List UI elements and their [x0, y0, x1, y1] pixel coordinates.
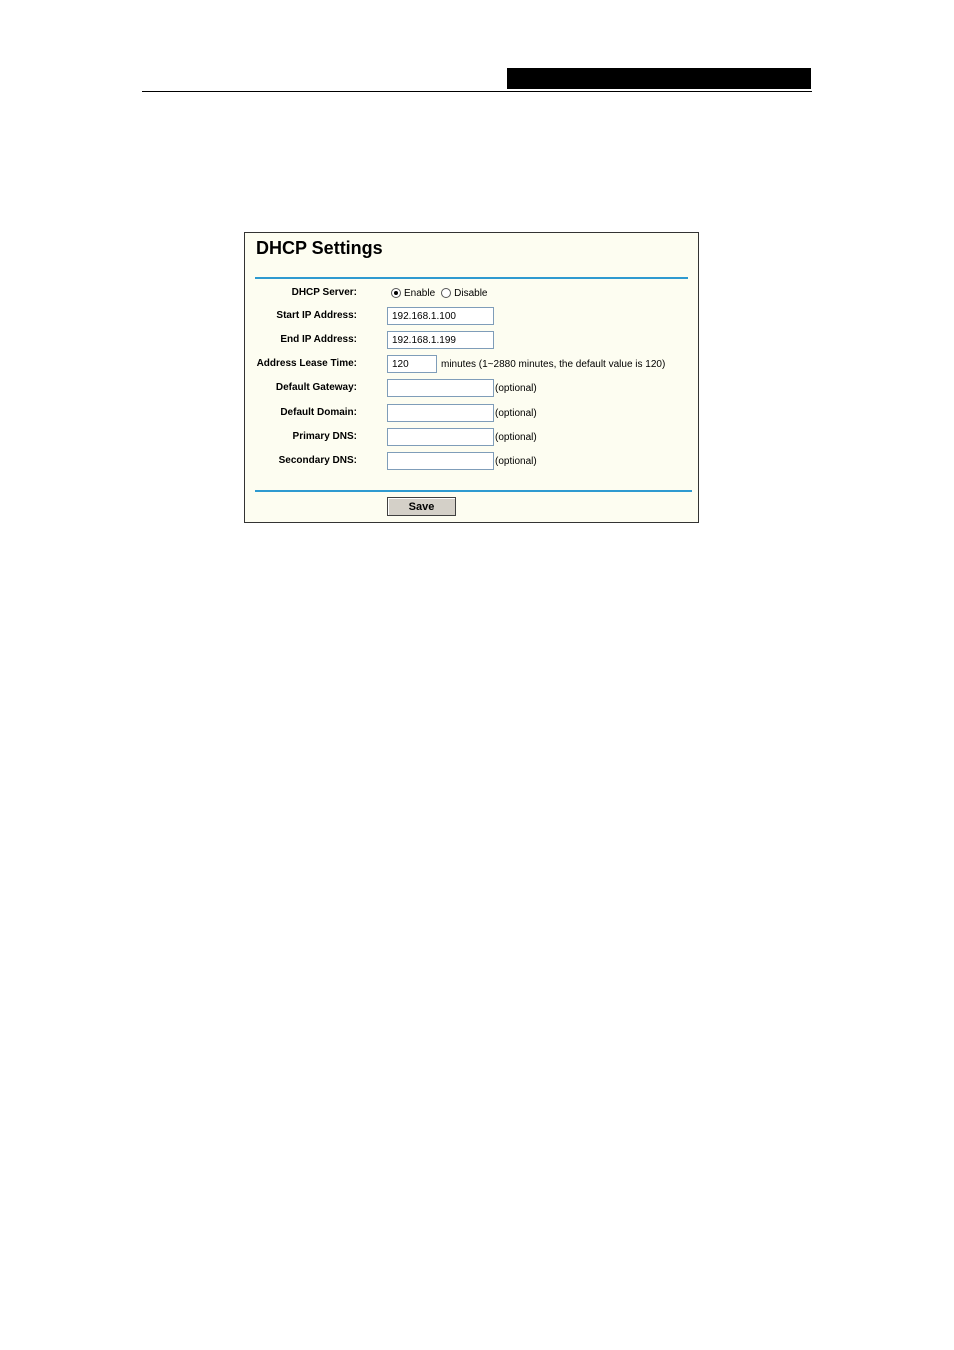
gateway-row: [245, 378, 698, 398]
dhcp-server-radio-group: [391, 283, 494, 303]
primary-dns-label: Primary DNS:: [292, 431, 357, 442]
domain-row: [245, 403, 698, 423]
start-ip-label: Start IP Address:: [276, 310, 357, 321]
start-ip-input[interactable]: [387, 307, 494, 325]
disable-radio[interactable]: [441, 288, 451, 298]
secondary-dns-input[interactable]: [387, 452, 494, 470]
panel-title: DHCP Settings: [256, 238, 383, 258]
start-ip-row: [245, 306, 698, 326]
domain-label: Default Domain:: [280, 407, 357, 418]
primary-dns-optional-note: (optional): [495, 432, 537, 443]
secondary-dns-label: Secondary DNS:: [278, 455, 357, 466]
page-header-rule: [142, 91, 812, 92]
dhcp-settings-panel: [244, 232, 699, 523]
lease-time-row: [245, 354, 698, 374]
domain-optional-note: (optional): [495, 408, 537, 419]
top-divider: [255, 277, 688, 279]
lease-time-note: minutes (1~2880 minutes, the default value is 120): [441, 359, 666, 370]
bottom-divider: [255, 490, 692, 492]
secondary-dns-row: [245, 451, 698, 471]
gateway-input[interactable]: [387, 379, 494, 397]
end-ip-label: End IP Address:: [280, 334, 357, 345]
gateway-optional-note: (optional): [495, 383, 537, 394]
enable-radio[interactable]: [391, 288, 401, 298]
end-ip-input[interactable]: [387, 331, 494, 349]
lease-time-label: Address Lease Time:: [256, 358, 357, 369]
save-button[interactable]: Save: [387, 497, 456, 516]
primary-dns-input[interactable]: [387, 428, 494, 446]
domain-input[interactable]: [387, 404, 494, 422]
secondary-dns-optional-note: (optional): [495, 456, 537, 467]
lease-time-input[interactable]: [387, 355, 437, 373]
dhcp-server-row: [245, 283, 698, 303]
enable-radio-label[interactable]: Enable: [404, 287, 436, 299]
primary-dns-row: [245, 427, 698, 447]
end-ip-row: [245, 330, 698, 350]
gateway-label: Default Gateway:: [275, 382, 357, 393]
disable-radio-label[interactable]: Disable: [454, 287, 488, 299]
dhcp-server-label: DHCP Server:: [291, 287, 357, 298]
page-header-bar: [507, 68, 811, 89]
